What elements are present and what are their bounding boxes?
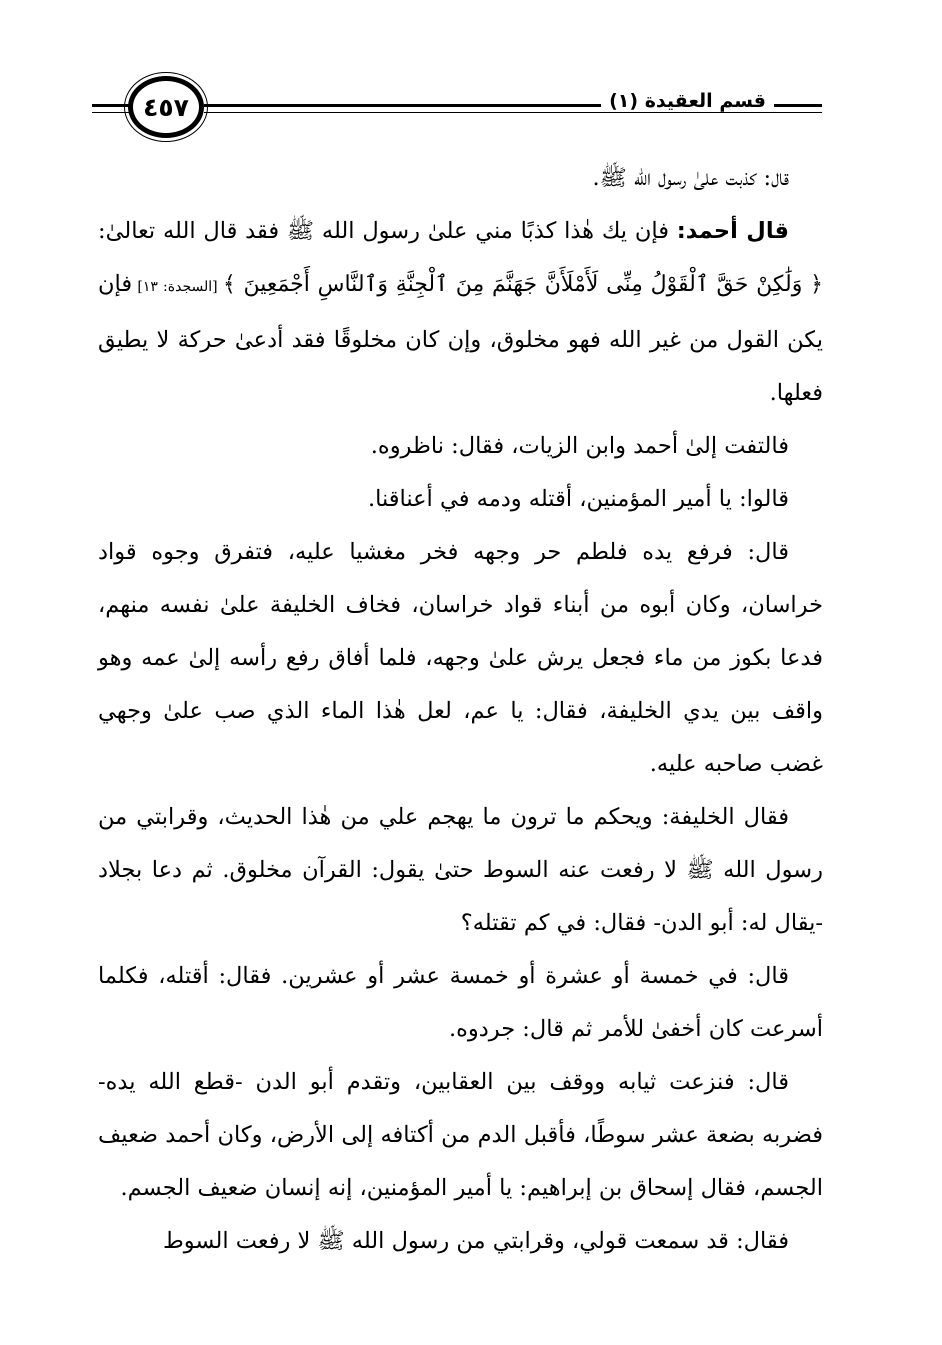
paragraph-2 <box>98 205 823 420</box>
verse-citation: [السجدة: ١٣] <box>132 279 223 295</box>
paragraph-2-text-a: فإن يك هٰذا كذبًا مني علىٰ رسول الله ﷺ فقد قال الله تعالىٰ: <box>98 218 677 244</box>
page-number: ٤٥٧ <box>143 92 189 122</box>
quran-verse: ﴿ وَلَٰكِنْ حَقَّ ٱلْقَوْلُ مِنِّى لَأَمْلَأَنَّ جَهَنَّمَ مِنَ ٱلْجِنَّةِ وَٱلنَّاسِ أَجْمَعِينَ ﴾ <box>222 272 823 297</box>
paragraph-1: قال: كذبت علىٰ رسول الله ﷺ. <box>592 165 789 191</box>
paragraph-9: فقال: قد سمعت قولي، وقرابتي من رسول الله ﷺ لا رفعت السوط <box>163 1228 789 1254</box>
paragraph-7: قال: في خمسة أو عشرة أو خمسة عشر أو عشرين. فقال: أقتله، فكلما أسرعت كان أخفىٰ للأمر ثم قال: جردوه. <box>98 963 823 1042</box>
speaker-ahmad: قال أحمد: <box>676 218 789 244</box>
paragraph-8: قال: فنزعت ثيابه ووقف بين العقابين، وتقدم أبو الدن -قطع الله يده- فضربه بضعة عشر سوطًا، فأقبل الدم من أكتافه إلى الأرض، وكان أحمد ضعيف الجسم، فقال إسحاق بن إبراهيم: يا أمير المؤمنين، إنه إنسان ضعيف الجسم. <box>98 1069 823 1201</box>
page-number-badge <box>128 76 204 138</box>
running-title: قسم العقيدة (١) <box>601 90 774 112</box>
page-body <box>98 152 823 1268</box>
paragraph-3: فالتفت إلىٰ أحمد وابن الزيات، فقال: ناظروه. <box>370 433 789 459</box>
header-rule-right-thin <box>204 112 822 113</box>
paragraph-5: قال: فرفع يده فلطم حر وجهه فخر مغشيا عليه، فتفرق وجوه قواد خراسان، وكان أبوه من أبناء قواد خراسان، فخاف الخليفة علىٰ نفسه منهم، فدعا بكوز من ماء فجعل يرش علىٰ وجهه، فلما أفاق رفع رأسه إلىٰ عمه وهو واقف بين يدي الخليفة، فقال: يا عم، لعل هٰذا الماء الذي صب علىٰ وجهي غضب صاحبه عليه. <box>98 539 823 777</box>
paragraph-4: قالوا: يا أمير المؤمنين، أقتله ودمه في أعناقنا. <box>367 486 789 512</box>
paragraph-6: فقال الخليفة: ويحكم ما ترون ما يهجم علي من هٰذا الحديث، وقرابتي من رسول الله ﷺ لا رفعت عنه السوط حتىٰ يقول: القرآن مخلوق. ثم دعا بجلاد -يقال له: أبو الدن- فقال: في كم تقتله؟ <box>98 804 823 936</box>
paragraph-2-text-b: فإن يكن القول من غير الله فهو مخلوق، وإن كان مخلوقًا فقد أدعىٰ حركة لا يطيق فعلها. <box>98 271 823 406</box>
page-header <box>92 70 822 148</box>
